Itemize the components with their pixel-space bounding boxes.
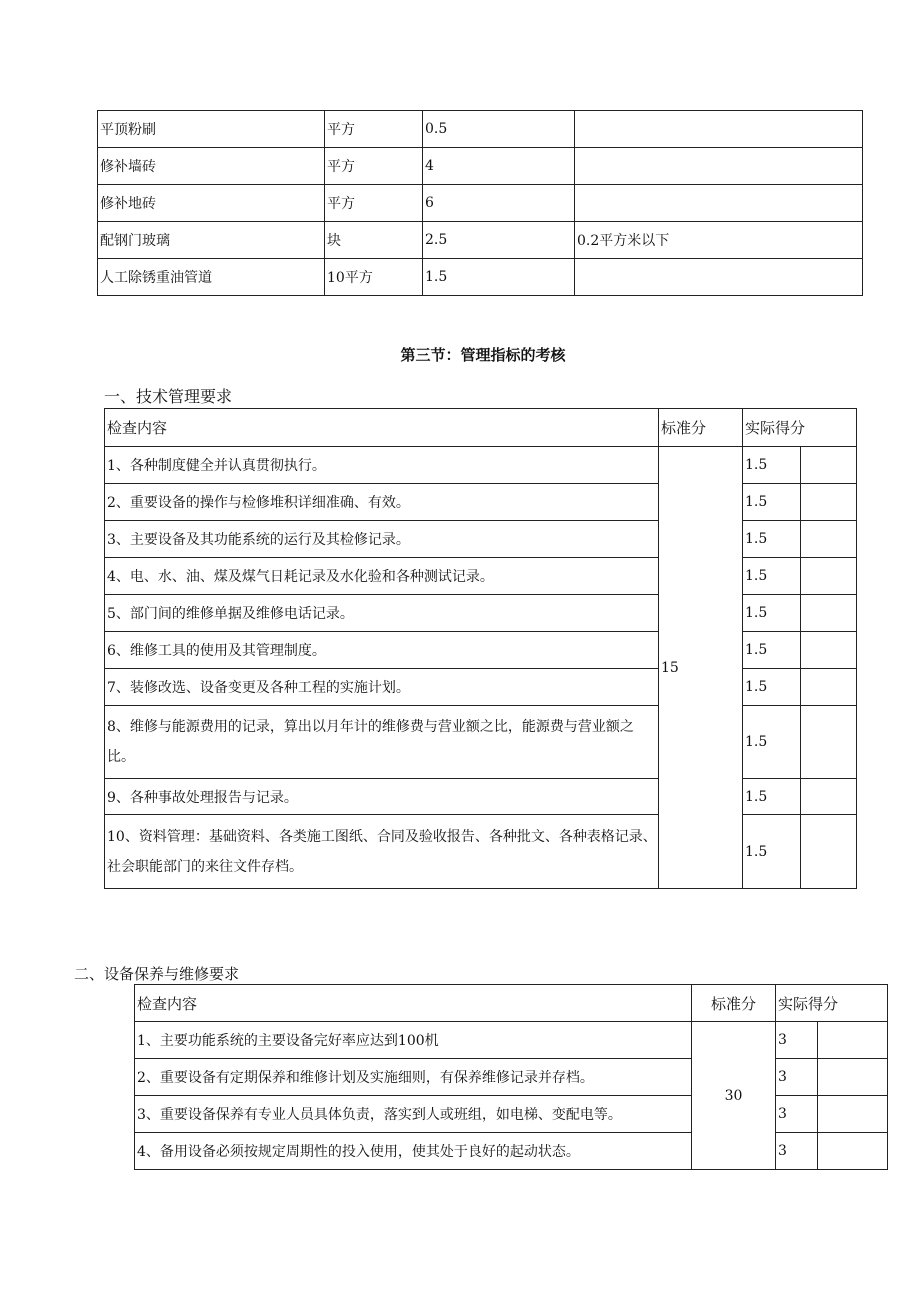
check-content: 3、主要设备及其功能系统的运行及其检修记录。 xyxy=(105,521,659,558)
material-value: 1.5 xyxy=(423,259,575,296)
material-unit: 块 xyxy=(325,222,423,259)
material-item: 人工除锈重油管道 xyxy=(98,259,325,296)
check-content: 7、装修改选、设备变更及各种工程的实施计划。 xyxy=(105,669,659,706)
score-value: 1.5 xyxy=(743,669,801,706)
actual-score-cell xyxy=(801,595,857,632)
table-row xyxy=(105,595,857,632)
header-actual: 实际得分 xyxy=(776,985,888,1022)
check-content: 3、重要设备保养有专业人员具体负责，落实到人或班组，如电梯、变配电等。 xyxy=(135,1096,692,1133)
actual-score-cell xyxy=(801,447,857,484)
check-content: 9、各种事故处理报告与记录。 xyxy=(105,779,659,815)
material-value: 2.5 xyxy=(423,222,575,259)
table-header-row xyxy=(135,985,888,1022)
material-note xyxy=(575,111,863,148)
actual-score-cell xyxy=(801,632,857,669)
table-row xyxy=(105,669,857,706)
material-item: 平顶粉刷 xyxy=(98,111,325,148)
actual-score-cell xyxy=(801,484,857,521)
score-value: 1.5 xyxy=(743,484,801,521)
table-row xyxy=(105,484,857,521)
header-actual: 实际得分 xyxy=(743,409,857,447)
check-content: 4、电、水、油、煤及煤气日耗记录及水化验和各种测试记录。 xyxy=(105,558,659,595)
actual-score-cell xyxy=(818,1059,888,1096)
score-value: 3 xyxy=(776,1096,818,1133)
material-value: 6 xyxy=(423,185,575,222)
material-unit: 平方 xyxy=(325,111,423,148)
table-row xyxy=(105,558,857,595)
score-value: 1.5 xyxy=(743,706,801,779)
material-value: 4 xyxy=(423,148,575,185)
score-value: 1.5 xyxy=(743,815,801,889)
table-row xyxy=(105,779,857,815)
table-row xyxy=(135,1022,888,1059)
material-unit: 10平方 xyxy=(325,259,423,296)
actual-score-cell xyxy=(801,669,857,706)
tech-section-heading: 一、技术管理要求 xyxy=(104,387,233,406)
table-row xyxy=(98,148,863,185)
table-row xyxy=(105,521,857,558)
table-row xyxy=(105,706,857,779)
actual-score-cell xyxy=(801,706,857,779)
actual-score-cell xyxy=(818,1022,888,1059)
actual-score-cell xyxy=(801,815,857,889)
check-content: 2、重要设备有定期保养和维修计划及实施细则，有保养维修记录并存档。 xyxy=(135,1059,692,1096)
check-content: 1、各种制度健全并认真贯彻执行。 xyxy=(105,447,659,484)
check-content: 5、部门间的维修单据及维修电话记录。 xyxy=(105,595,659,632)
score-value: 1.5 xyxy=(743,447,801,484)
material-value: 0.5 xyxy=(423,111,575,148)
check-content: 6、维修工具的使用及其管理制度。 xyxy=(105,632,659,669)
table-row xyxy=(135,1059,888,1096)
tech-requirements-table xyxy=(104,408,857,889)
standard-score: 30 xyxy=(692,1022,776,1170)
equip-requirements-table xyxy=(134,984,888,1170)
check-content: 8、维修与能源费用的记录，算出以月年计的维修费与营业额之比，能源费与营业额之比。 xyxy=(105,706,659,779)
material-unit: 平方 xyxy=(325,148,423,185)
material-item: 配钢门玻璃 xyxy=(98,222,325,259)
score-value: 1.5 xyxy=(743,632,801,669)
check-content: 2、重要设备的操作与检修堆积详细准确、有效。 xyxy=(105,484,659,521)
table-row xyxy=(98,222,863,259)
table-row xyxy=(98,111,863,148)
actual-score-cell xyxy=(801,521,857,558)
table-row xyxy=(98,185,863,222)
material-note: 0.2平方米以下 xyxy=(575,222,863,259)
material-item: 修补地砖 xyxy=(98,185,325,222)
header-content: 检查内容 xyxy=(135,985,692,1022)
check-content: 1、主要功能系统的主要设备完好率应达到100机 xyxy=(135,1022,692,1059)
standard-score: 15 xyxy=(659,447,743,889)
actual-score-cell xyxy=(801,779,857,815)
materials-table xyxy=(97,110,863,296)
score-value: 1.5 xyxy=(743,558,801,595)
score-value: 3 xyxy=(776,1022,818,1059)
section-title: 第三节：管理指标的考核 xyxy=(400,346,566,364)
actual-score-cell xyxy=(801,558,857,595)
equip-section-heading: 二、设备保养与维修要求 xyxy=(74,965,240,983)
score-value: 3 xyxy=(776,1059,818,1096)
score-value: 1.5 xyxy=(743,595,801,632)
material-note xyxy=(575,148,863,185)
header-standard: 标准分 xyxy=(692,985,776,1022)
score-value: 1.5 xyxy=(743,521,801,558)
table-row xyxy=(98,259,863,296)
score-value: 3 xyxy=(776,1133,818,1170)
material-unit: 平方 xyxy=(325,185,423,222)
table-row xyxy=(105,815,857,889)
table-row xyxy=(135,1133,888,1170)
material-note xyxy=(575,259,863,296)
header-content: 检查内容 xyxy=(105,409,659,447)
table-row xyxy=(105,632,857,669)
actual-score-cell xyxy=(818,1133,888,1170)
header-standard: 标准分 xyxy=(659,409,743,447)
check-content: 4、备用设备必须按规定周期性的投入使用，使其处于良好的起动状态。 xyxy=(135,1133,692,1170)
material-item: 修补墙砖 xyxy=(98,148,325,185)
table-row xyxy=(135,1096,888,1133)
actual-score-cell xyxy=(818,1096,888,1133)
table-row xyxy=(105,447,857,484)
check-content: 10、资料管理：基础资料、各类施工图纸、合同及验收报告、各种批文、各种表格记录、社会职能部门的来往文件存档。 xyxy=(105,815,659,889)
material-note xyxy=(575,185,863,222)
score-value: 1.5 xyxy=(743,779,801,815)
table-header-row xyxy=(105,409,857,447)
